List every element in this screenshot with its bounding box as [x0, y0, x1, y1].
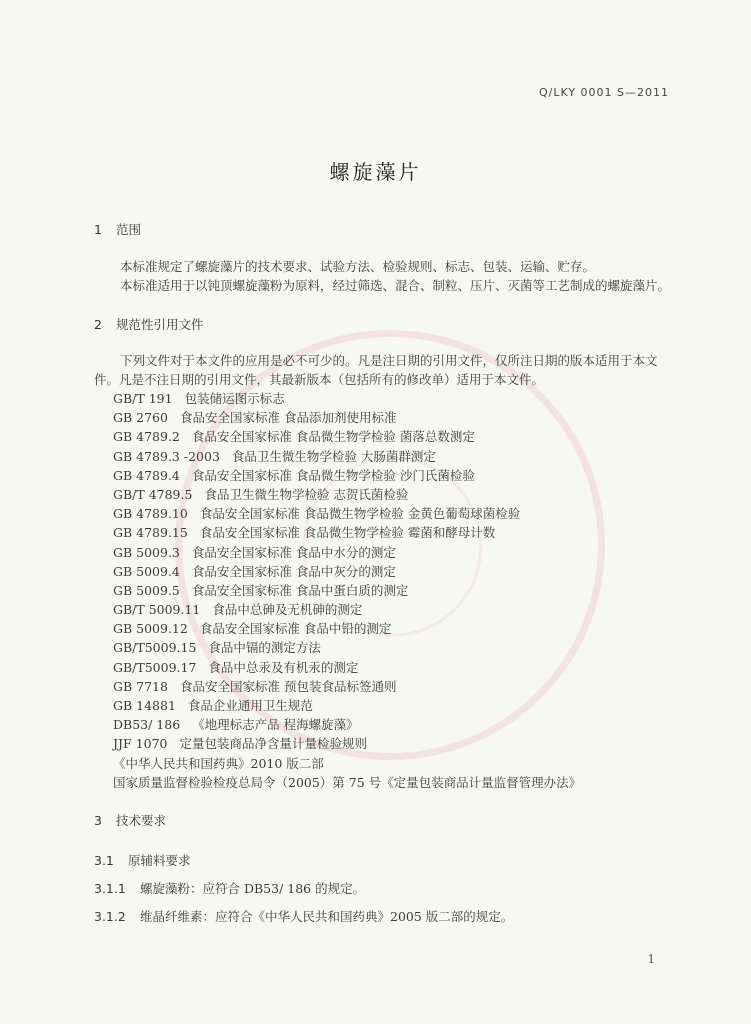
reference-code: GB 7718: [113, 678, 168, 694]
reference-item: [113, 562, 581, 581]
reference-code: GB/T5009.17: [113, 659, 197, 675]
reference-item: [113, 696, 581, 715]
reference-title: 食品卫生微生物学检验 志贺氏菌检验: [204, 486, 409, 502]
reference-code: GB 5009.12: [113, 621, 188, 637]
section-2-intro-line-2: 件。凡是不注日期的引用文件，其最新版本（包括所有的修改单）适用于本文件。: [94, 372, 545, 387]
section-1-number: 1: [94, 222, 102, 237]
reference-title: 食品中镉的测定方法: [208, 640, 321, 656]
reference-title: 食品安全国家标准 预包装食品标签通则: [179, 678, 397, 694]
reference-item: [113, 447, 581, 466]
reference-item: [113, 638, 581, 657]
reference-code: GB/T 191: [113, 391, 173, 406]
reference-code: GB 4789.15: [113, 525, 188, 541]
reference-item: [113, 658, 581, 677]
section-3-title: 技术要求: [116, 813, 167, 828]
section-1-title: 范围: [116, 222, 142, 237]
reference-code: GB 5009.5: [113, 582, 180, 598]
reference-code: GB 14881: [113, 698, 176, 713]
reference-code: JJF 1070: [113, 736, 168, 752]
section-2-number: 2: [94, 317, 102, 332]
reference-title: 食品安全国家标准 食品微生物学检验 菌落总数测定: [191, 429, 475, 445]
item-3-1-1: [94, 879, 365, 897]
section-2-intro-line-1: 下列文件对于本文件的应用是必不可少的。凡是注日期的引用文件，仅所注日期的版本适用于本文: [120, 353, 658, 368]
reference-code: GB/T5009.15: [113, 640, 197, 656]
reference-code: GB 4789.10: [113, 506, 188, 522]
reference-item: [113, 543, 581, 562]
document-title: 螺旋藻片: [329, 160, 422, 184]
reference-item: [113, 715, 581, 734]
reference-code: GB/T 4789.5: [113, 486, 193, 502]
reference-item: [113, 773, 581, 792]
reference-item: [113, 734, 581, 753]
section-2-heading: [94, 315, 204, 333]
reference-title: 食品安全国家标准 食品添加剂使用标准: [179, 410, 397, 426]
item-3-1-2-text: 维晶纤维素：应符合《中华人民共和国药典》2005 版二部的规定。: [140, 909, 514, 924]
reference-title: 食品安全国家标准 食品中水分的测定: [191, 544, 396, 560]
reference-title: 食品企业通用卫生规范: [187, 698, 313, 713]
reference-title: 食品安全国家标准 食品微生物学检验 金黄色葡萄球菌检验: [199, 506, 521, 522]
section-3-heading: [94, 811, 166, 829]
reference-item: [113, 466, 581, 485]
subsection-3-1-title: 原辅料要求: [128, 853, 191, 868]
reference-code: GB 4789.4: [113, 467, 180, 483]
reference-code: GB/T 5009.11: [113, 602, 201, 618]
reference-title: 食品中总砷及无机砷的测定: [212, 602, 363, 618]
reference-list: [113, 389, 581, 792]
item-3-1-1-number: 3.1.1: [94, 881, 126, 896]
reference-title: 《地理标志产品 程海螺旋藻》: [192, 717, 359, 733]
section-1-heading: [94, 220, 141, 238]
reference-code: DB53/ 186: [113, 717, 181, 733]
reference-item: [113, 581, 581, 600]
item-3-1-1-text: 螺旋藻粉：应符合 DB53/ 186 的规定。: [140, 881, 366, 896]
reference-item: [113, 504, 581, 523]
reference-title: 食品安全国家标准 食品微生物学检验 霉菌和酵母计数: [199, 525, 496, 541]
subsection-3-1-number: 3.1: [94, 853, 114, 868]
reference-title: 食品安全国家标准 食品中灰分的测定: [191, 563, 396, 579]
page-number: 1: [647, 952, 655, 966]
reference-item: [113, 389, 581, 408]
reference-title: 食品安全国家标准 食品微生物学检验 沙门氏菌检验: [191, 467, 475, 483]
reference-item: [113, 754, 581, 773]
reference-item: [113, 408, 581, 427]
item-3-1-2-number: 3.1.2: [94, 909, 126, 924]
reference-title: 《中华人民共和国药典》2010 版二部: [113, 755, 324, 771]
section-1-paragraph-2: 本标准适用于以钝顶螺旋藻粉为原料，经过筛选、混合、制粒、压片、灭菌等工艺制成的螺旋藻片。: [120, 278, 671, 293]
reference-code: GB 4789.2: [113, 429, 180, 445]
reference-item: [113, 485, 581, 504]
reference-title: 国家质量监督检验检疫总局令（2005）第 75 号《定量包装商品计量监督管理办法》: [113, 774, 582, 790]
reference-title: 食品安全国家标准 食品中铅的测定: [199, 621, 392, 637]
section-3-number: 3: [94, 813, 102, 828]
reference-item: [113, 600, 581, 619]
reference-item: [113, 523, 581, 542]
reference-title: 食品卫生微生物学检验 大肠菌群测定: [231, 448, 436, 464]
item-3-1-2: [94, 907, 513, 925]
reference-item: [113, 677, 581, 696]
reference-code: GB 5009.4: [113, 563, 180, 579]
section-2-title: 规范性引用文件: [116, 317, 204, 332]
reference-title: 定量包装商品净含量计量检验规则: [179, 736, 367, 752]
subsection-3-1-heading: [94, 851, 191, 869]
reference-code: GB 2760: [113, 410, 168, 426]
section-1-paragraph-1: 本标准规定了螺旋藻片的技术要求、试验方法、检验规则、标志、包装、运输、贮存。: [120, 259, 596, 274]
reference-item: [113, 619, 581, 638]
reference-item: [113, 427, 581, 446]
reference-title: 食品安全国家标准 食品中蛋白质的测定: [191, 582, 409, 598]
reference-title: 食品中总汞及有机汞的测定: [208, 659, 359, 675]
reference-code: GB 4789.3 -2003: [113, 448, 220, 464]
reference-title: 包装储运图示标志: [184, 391, 285, 406]
standard-code: Q/LKY 0001 S—2011: [539, 86, 669, 99]
reference-code: GB 5009.3: [113, 544, 180, 560]
